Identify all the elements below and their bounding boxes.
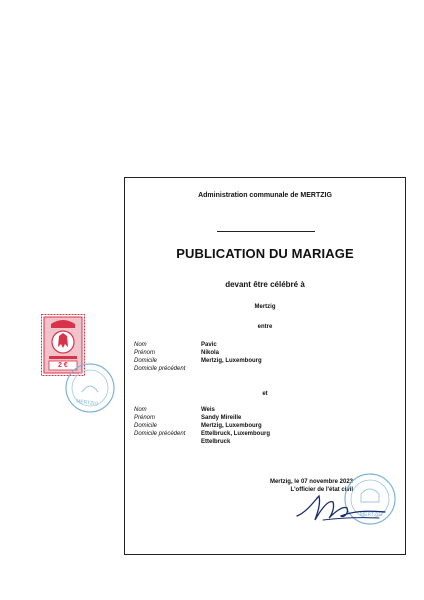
- party2-prenom: Sandy Mireille: [201, 415, 242, 421]
- party2-nom-label: Nom: [134, 407, 147, 413]
- signature-role: L'officier de l'état civil: [290, 487, 353, 493]
- municipal-seal-left: [64, 362, 116, 414]
- ceremony-place: Mertzig: [254, 304, 276, 310]
- party1-prenom-label: Prénom: [134, 350, 156, 356]
- party1-prenom: Nikola: [201, 350, 220, 356]
- party1-domicile-label: Domicile: [134, 358, 158, 364]
- party2-domicile-precedent-1: Ettelbruck, Luxembourg: [201, 431, 271, 437]
- stamp-value: 2 €: [58, 362, 68, 369]
- party2-domicile: Mertzig, Luxembourg: [201, 423, 262, 429]
- party2-domicile-precedent-label: Domicile précédent: [134, 431, 186, 437]
- seal-label-right: MERTZIG: [360, 512, 383, 518]
- party2-domicile-label: Domicile: [134, 423, 158, 429]
- party1-domicile: Mertzig, Luxembourg: [201, 358, 262, 364]
- document-subtitle: devant être célébré à: [225, 280, 305, 289]
- party2-domicile-precedent-2: Ettelbruck: [201, 439, 231, 445]
- party2-prenom-label: Prénom: [134, 415, 156, 421]
- and-label: et: [262, 391, 268, 397]
- marriage-publication-document: [124, 177, 406, 555]
- handwritten-signature: [293, 490, 393, 526]
- signature-place-date: Mertzig, le 07 novembre 2023: [269, 479, 353, 485]
- between-label: entre: [257, 324, 273, 330]
- party1-nom: Pavic: [201, 342, 217, 348]
- header-rule: [217, 231, 315, 232]
- document-title: PUBLICATION DU MARIAGE: [176, 246, 354, 261]
- party2-nom: Weis: [201, 407, 215, 413]
- party1-nom-label: Nom: [134, 342, 147, 348]
- seal-label-left: MERTZIG: [75, 398, 99, 408]
- party1-domicile-precedent-label: Domicile précédent: [134, 366, 186, 372]
- administration-header: Administration communale de MERTZIG: [198, 192, 332, 199]
